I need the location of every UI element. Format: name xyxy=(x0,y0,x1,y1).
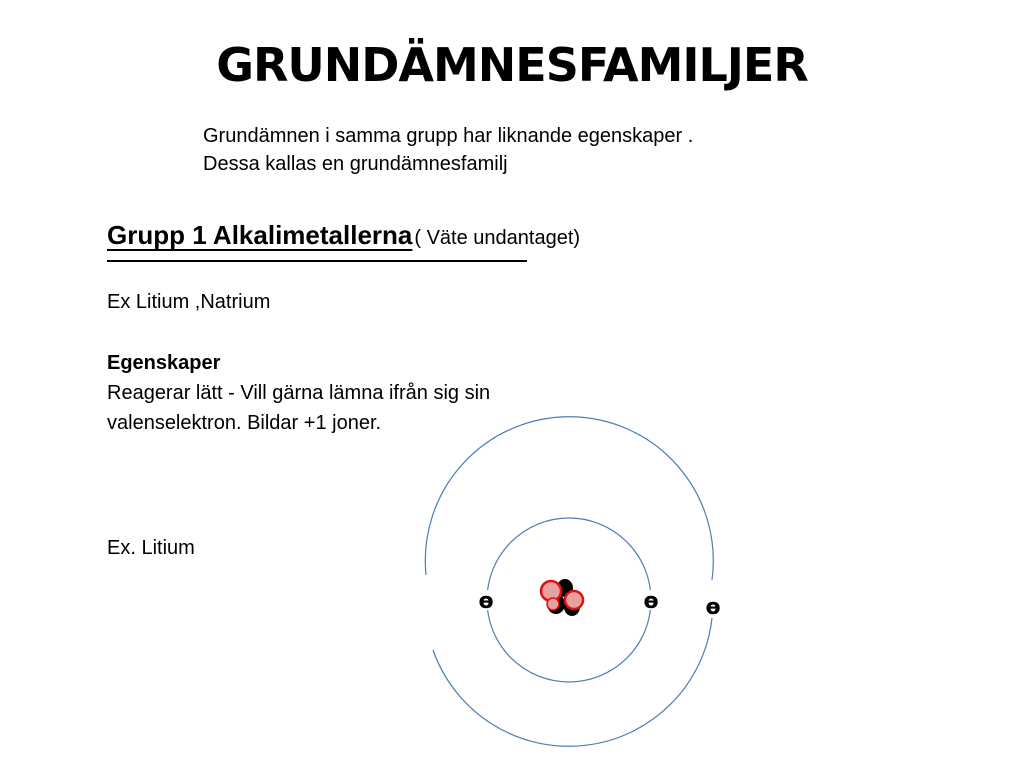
intro-line-1: Grundämnen i samma grupp har liknande egenskaper . xyxy=(203,125,694,147)
outer-orbit-upper xyxy=(425,417,713,580)
intro-line-2: Dessa kallas en grundämnesfamilj xyxy=(203,153,508,175)
example-atom-label: Ex. Litium xyxy=(107,537,195,559)
group-title: Grupp 1 Alkalimetallerna xyxy=(107,220,413,250)
electron-icon: ɵ xyxy=(705,595,721,620)
group-note: ( Väte undantaget) xyxy=(414,227,581,249)
page-title: GRUNDÄMNESFAMILJER xyxy=(216,38,808,92)
electrons xyxy=(476,589,723,620)
proton xyxy=(565,591,583,609)
electron-icon: ɵ xyxy=(478,589,494,614)
nucleus xyxy=(541,579,583,616)
properties-label: Egenskaper xyxy=(107,352,221,374)
properties-line-2: valenselektron. Bildar +1 joner. xyxy=(107,412,382,434)
electron-icon: ɵ xyxy=(643,589,659,614)
examples-text: Ex Litium ,Natrium xyxy=(107,291,271,313)
properties-line-1: Reagerar lätt - Vill gärna lämna ifrån sig sin xyxy=(107,382,491,404)
proton xyxy=(547,598,559,610)
